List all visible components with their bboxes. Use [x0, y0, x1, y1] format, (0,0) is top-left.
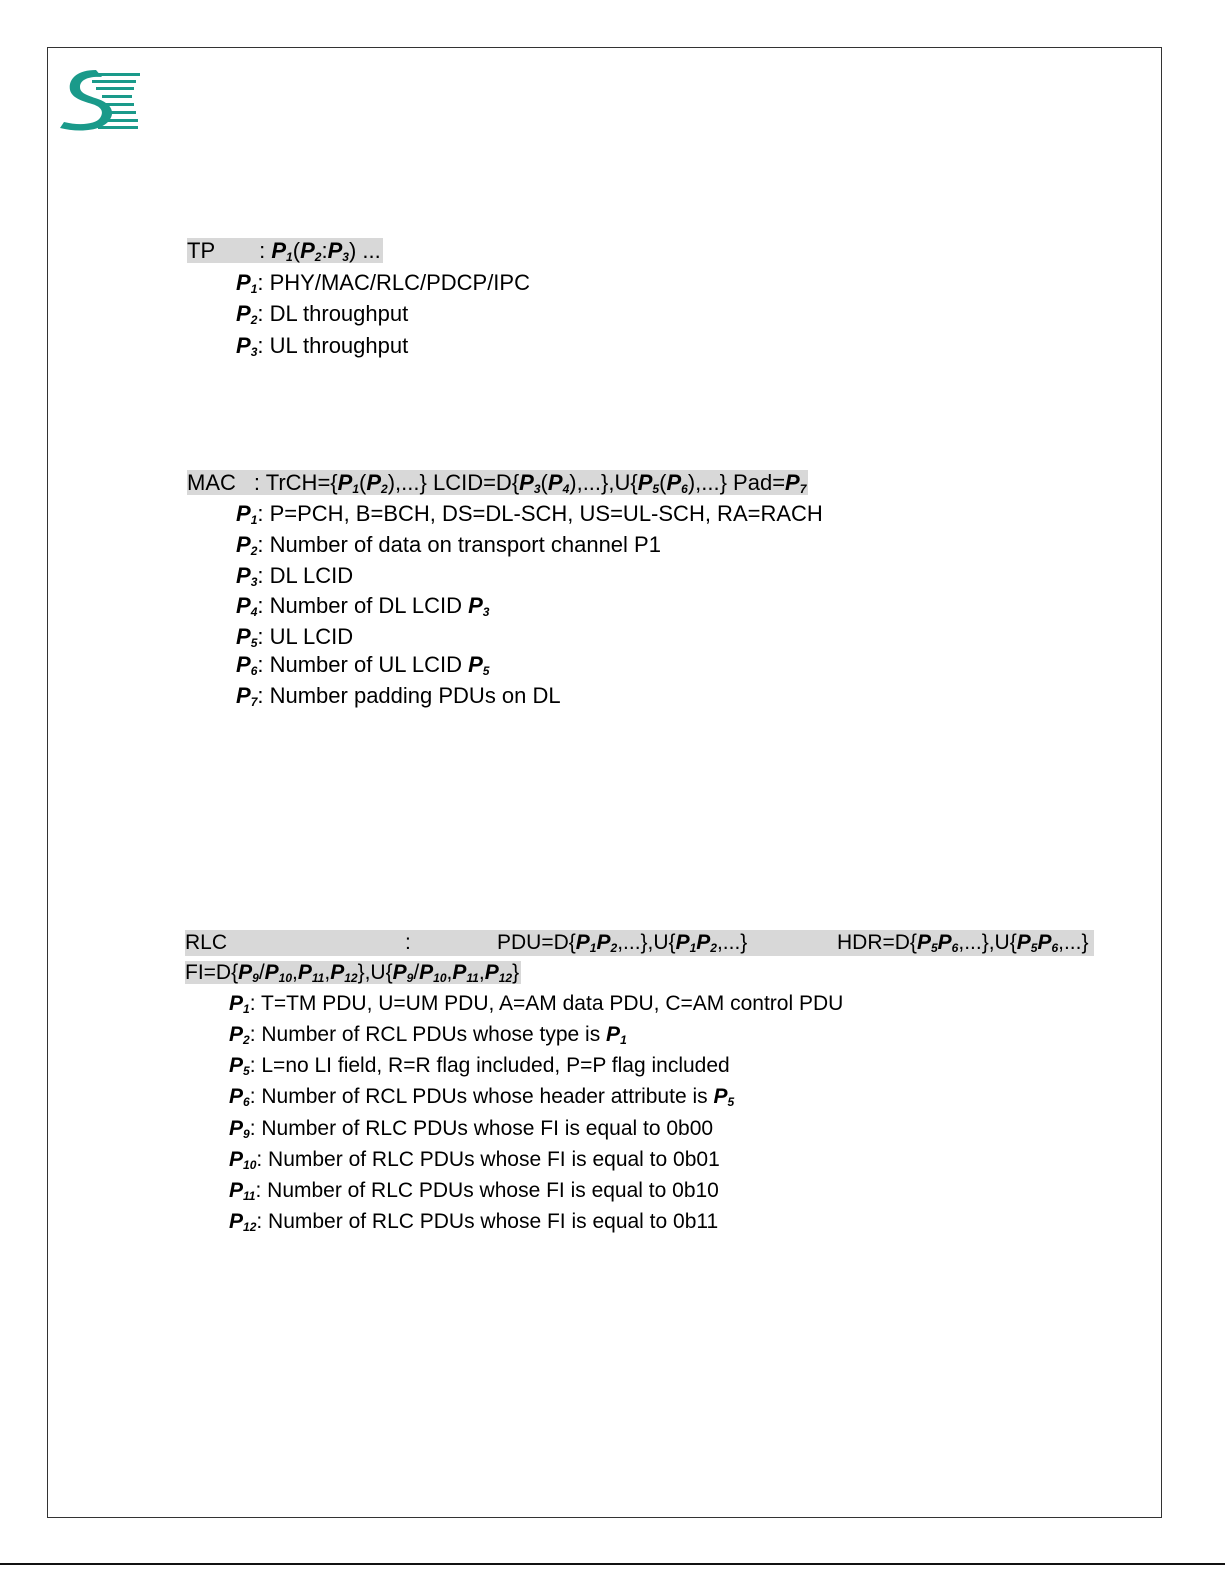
mac-param-3: $P_3$: DL LCID	[236, 563, 354, 589]
tp-label: TP	[187, 238, 216, 263]
rlc-header-line-1: RLC : $PDU=D\{P_1P_2,...\},U\{P_1P_2,...\}$ $HDR=D\{P_5P_6,...\},U\{P_5P_6,...\}$	[185, 930, 1092, 963]
mac-header: MAC : $TrCH=\{P_1(P_2),...\}$ $LCID=D\{P_3(P_4),...\},U\{P_5(P_6),...\}$ $Pad=P_7$	[187, 470, 807, 496]
rlc-param-10: $P_{10}$: Number of RLC PDUs whose FI is equal to 0b01	[229, 1148, 720, 1172]
tp-param-2: $P_2$: DL throughput	[236, 301, 409, 327]
rlc-param-12: $P_{12}$: Number of RLC PDUs whose FI is equal to 0b11	[229, 1210, 719, 1234]
rlc-param-1: $P_1$: T=TM PDU, U=UM PDU, A=AM data PDU, C=AM control PDU	[229, 992, 844, 1016]
rlc-param-2: $P_2$: Number of RCL PDUs whose type is $P_1$	[229, 1023, 627, 1047]
mac-param-6: $P_6$: Number of UL LCID $P_5$	[236, 652, 490, 678]
mac-param-4: $P_4$: Number of DL LCID $P_3$	[236, 593, 490, 619]
rlc-param-9: $P_9$: Number of RLC PDUs whose FI is equal to 0b00	[229, 1117, 714, 1141]
tp-header: TP : $P_1(P_2:P_3)$ ...	[187, 238, 381, 264]
rlc-label: RLC	[185, 931, 228, 954]
mac-param-2: $P_2$: Number of data on transport channel P1	[236, 532, 661, 558]
tp-param-1: $P_1$: PHY/MAC/RLC/PDCP/IPC	[236, 270, 530, 296]
mac-label: MAC	[187, 470, 236, 495]
company-logo	[58, 68, 142, 132]
rlc-header-line-2: $FI=D\{P_9/P_{10},P_{11},P_{12}\},U\{P_9/P_{10},P_{11},P_{12}\}$	[185, 961, 520, 985]
rlc-param-11: $P_{11}$: Number of RLC PDUs whose FI is equal to 0b10	[229, 1179, 719, 1203]
mac-param-5: $P_5$: UL LCID	[236, 624, 354, 650]
rlc-param-6: $P_6$: Number of RCL PDUs whose header attribute is $P_5$	[229, 1085, 735, 1109]
tp-param-3: $P_3$: UL throughput	[236, 333, 409, 359]
mac-param-7: $P_7$: Number padding PDUs on DL	[236, 683, 561, 709]
rlc-param-5: $P_5$: L=no LI field, R=R flag included, P=P flag included	[229, 1054, 730, 1078]
mac-param-1: $P_1$: P=PCH, B=BCH, DS=DL-SCH, US=UL-SCH, RA=RACH	[236, 501, 823, 527]
footer-rule	[0, 1563, 1225, 1565]
